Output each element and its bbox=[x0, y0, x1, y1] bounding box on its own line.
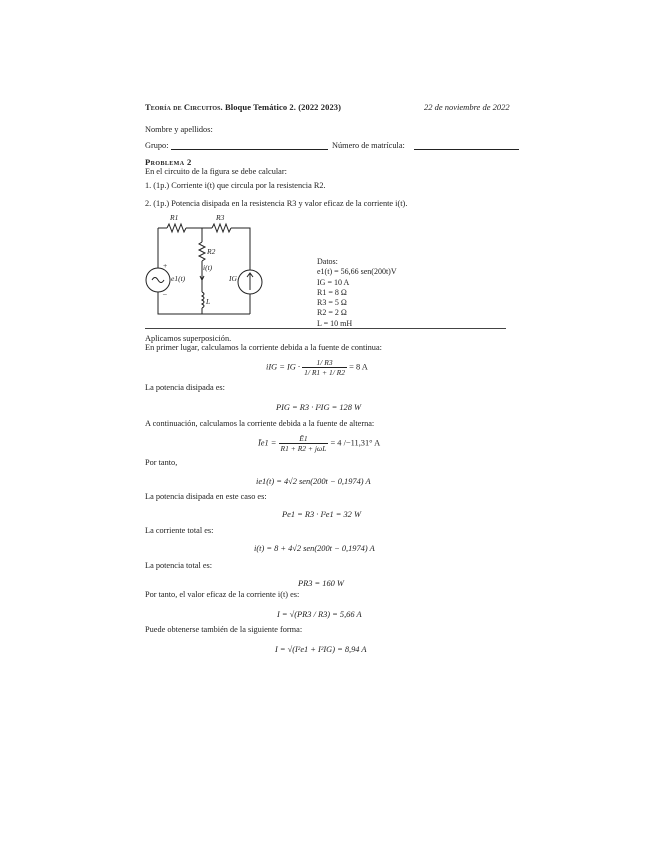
label-ig: IG bbox=[229, 274, 237, 283]
label-r1: R1 bbox=[170, 213, 179, 222]
wire-right-top bbox=[231, 228, 250, 270]
solution-line-4: A continuación, calculamos la corriente debida a la fuente de alterna: bbox=[145, 419, 375, 428]
label-i: i(t) bbox=[203, 263, 213, 272]
eq3-denominator: R1 + R2 + jωL bbox=[280, 444, 327, 453]
block-name: . Bloque Temático 2. (2022 2023) bbox=[220, 102, 342, 112]
equation-2: PIG = R3 · I²IG = 128 W bbox=[276, 403, 361, 412]
solution-line-5: Por tanto, bbox=[145, 458, 178, 467]
label-r3: R3 bbox=[216, 213, 225, 222]
matricula-field-line[interactable] bbox=[414, 149, 519, 150]
eq3-left: Īe1 = bbox=[258, 438, 277, 448]
solution-line-6: La potencia disipada en este caso es: bbox=[145, 492, 267, 501]
data-line: e1(t) = 56,66 sen(200t)V bbox=[317, 267, 397, 277]
problem-title: Problema 2 bbox=[145, 157, 192, 167]
label-plus: + bbox=[163, 261, 168, 270]
equation-5: Pe1 = R3 · I²e1 = 32 W bbox=[282, 510, 361, 519]
label-r2: R2 bbox=[207, 247, 216, 256]
solution-line-1: Aplicamos superposición. bbox=[145, 334, 232, 343]
solution-line-8: La potencia total es: bbox=[145, 561, 213, 570]
eq1-right: = 8 A bbox=[349, 362, 368, 372]
circuit-diagram bbox=[140, 210, 265, 322]
equation-4: ie1(t) = 4√2 sen(200t − 0,1974) A bbox=[256, 477, 371, 486]
data-title: Datos: bbox=[317, 257, 338, 266]
name-label: Nombre y apellidos: bbox=[145, 125, 213, 134]
data-line: IG = 10 A bbox=[317, 277, 350, 287]
source-ig-arrow bbox=[247, 273, 253, 290]
section-separator bbox=[145, 328, 506, 329]
eq1-left: iIG = IG · bbox=[266, 362, 301, 372]
label-e1: e1(t) bbox=[171, 274, 186, 283]
eq1-numerator: 1/ R3 bbox=[302, 358, 347, 368]
data-line: R1 = 8 Ω bbox=[317, 287, 347, 297]
solution-line-2: En primer lugar, calculamos la corriente debida a la fuente de continua: bbox=[145, 343, 382, 352]
document-header bbox=[145, 102, 341, 112]
solution-line-3: La potencia disipada es: bbox=[145, 383, 225, 392]
data-line: R2 = 2 Ω bbox=[317, 308, 347, 318]
document-date: 22 de noviembre de 2022 bbox=[424, 102, 510, 112]
eq3-right: = 4 /−11,31° A bbox=[330, 438, 381, 448]
equation-8: I = √(PR3 / R3) = 5,66 A bbox=[277, 610, 362, 619]
equation-7: PR3 = 160 W bbox=[298, 579, 344, 588]
matricula-label: Número de matrícula: bbox=[332, 141, 405, 150]
inductor-l bbox=[202, 292, 204, 308]
solution-line-9: Por tanto, el valor eficaz de la corriente i(t) es: bbox=[145, 590, 300, 599]
resistor-r1 bbox=[167, 224, 186, 232]
label-l: L bbox=[206, 297, 211, 306]
group-label: Grupo: bbox=[145, 141, 169, 150]
data-block bbox=[317, 257, 397, 329]
label-minus: – bbox=[163, 289, 167, 298]
course-name: Teoría de Circuitos bbox=[145, 102, 221, 112]
solution-line-7: La corriente total es: bbox=[145, 526, 214, 535]
solution-line-10: Puede obtenerse también de la siguiente forma: bbox=[145, 625, 303, 634]
eq3-numerator: Ē1 bbox=[279, 434, 329, 444]
problem-intro: En el circuito de la figura se debe calcular: bbox=[145, 167, 287, 176]
equation-6: i(t) = 8 + 4√2 sen(200t − 0,1974) A bbox=[254, 544, 375, 553]
resistor-r2 bbox=[199, 242, 205, 261]
question-1: 1. (1p.) Corriente i(t) que circula por la resistencia R2. bbox=[145, 181, 326, 190]
equation-1 bbox=[266, 358, 368, 377]
question-2: 2. (1p.) Potencia disipada en la resistencia R3 y valor eficaz de la corriente i(t). bbox=[145, 199, 408, 208]
group-field-line[interactable] bbox=[171, 149, 328, 150]
eq1-denominator: 1/ R1 + 1/ R2 bbox=[304, 368, 346, 377]
equation-3 bbox=[258, 434, 380, 453]
source-e1-wave bbox=[152, 278, 164, 283]
equation-9: I = √(I²e1 + I²IG) = 8,94 A bbox=[275, 645, 367, 654]
data-line: R3 = 5 Ω bbox=[317, 298, 347, 308]
resistor-r3 bbox=[212, 224, 231, 232]
data-line: L = 10 mH bbox=[317, 318, 353, 328]
